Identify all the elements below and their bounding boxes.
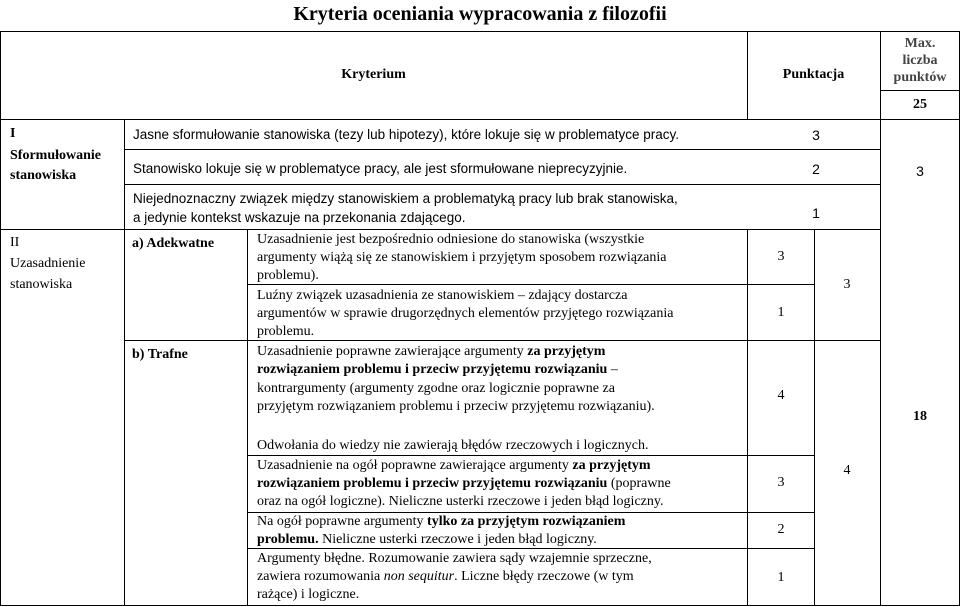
row-divider: [124, 340, 880, 341]
row-divider: [247, 284, 814, 285]
section1-roman: I: [10, 126, 16, 141]
header-kryterium: Kryterium: [341, 67, 406, 82]
row-divider: [247, 548, 814, 549]
page-title: Kryteria oceniania wypracowania z filozofii: [293, 3, 667, 25]
criterion-b-row1-line1: Uzasadnienie poprawne zawierające argumenty za przyjętym: [257, 344, 606, 359]
header-max-line2: liczba: [902, 53, 938, 68]
column-divider-section: [124, 119, 125, 606]
criterion-a-max: 3: [843, 277, 851, 292]
criterion-a-label: a) Adekwatne: [132, 236, 215, 251]
criterion-b-row4-line1: Argumenty błędne. Rozumowanie zawiera sądy wzajemnie sprzeczne,: [257, 551, 652, 566]
section1-name-line1: Sformułowanie: [10, 148, 101, 163]
table-border-top: [0, 31, 960, 32]
section1-row2-text: Stanowisko lokuje się w problematyce pracy, ale jest sformułowane nieprecyzyjnie.: [133, 161, 628, 176]
table-border-left: [0, 31, 1, 606]
row-divider: [124, 229, 880, 230]
section1-max: 3: [916, 163, 924, 179]
criterion-b-row2-line1: Uzasadnienie na ogół poprawne zawierające argumenty za przyjętym: [257, 458, 651, 473]
criterion-b-row3-line1: Na ogół poprawne argumenty tylko za przyjętym rozwiązaniem: [257, 514, 626, 529]
criterion-a-row2-points: 1: [777, 305, 785, 320]
header-max-total: 25: [913, 97, 927, 112]
criterion-a-row2-line2: argumentów w sprawie drugorzędnych elementów przyjętego rozwiązania: [257, 306, 674, 321]
table-border-bottom: [0, 605, 960, 606]
section1-row3-text-line2: a jedynie kontekst wskazuje na przekonania zdającego.: [133, 210, 466, 225]
header-punktacja: Punktacja: [782, 67, 845, 82]
criterion-b-row4-points: 1: [777, 570, 785, 585]
criterion-a-row1-line3: problemu).: [257, 268, 319, 283]
section1-row3-text-line1: Niejednoznaczny związek między stanowiskiem a problematyką pracy lub brak stanowiska,: [133, 191, 678, 206]
header-max-line3: punktów: [893, 70, 947, 85]
row-divider: [247, 455, 814, 456]
criterion-b-row3-line2: problemu. Nieliczne usterki rzeczowe i jeden błąd logiczny.: [257, 532, 597, 547]
row-divider: [124, 149, 880, 150]
criterion-a-row1-points: 3: [777, 249, 785, 264]
header-bottom-line: [0, 119, 960, 120]
criterion-b-row2-line2: rozwiązaniem problemu i przeciw przyjętemu rozwiązaniu (poprawne: [257, 476, 671, 491]
column-divider-submax: [814, 229, 815, 606]
header-max-total-divider: [880, 90, 960, 91]
criterion-b-row3-points: 2: [777, 522, 785, 537]
criterion-b-row1-points: 4: [777, 388, 785, 403]
criterion-a-row2-line1: Luźny związek uzasadnienia ze stanowiskiem – zdający dostarcza: [257, 288, 628, 303]
criterion-b-row4-line3: rażące) i logiczne.: [257, 587, 360, 602]
criterion-b-max: 4: [843, 463, 851, 478]
section1-row2-points: 2: [812, 161, 820, 177]
criterion-a-row2-line3: problemu.: [257, 324, 315, 339]
section2-name-line2: stanowiska: [10, 277, 73, 292]
row-divider: [124, 184, 880, 185]
section1-name-line2: stanowiska: [10, 168, 77, 183]
criterion-b-row1-line2: rozwiązaniem problemu i przeciw przyjętemu rozwiązaniu –: [257, 362, 618, 377]
section1-row1-text: Jasne sformułowanie stanowiska (tezy lub hipotezy), które lokuje się w problematyce pracy.: [133, 127, 679, 142]
column-divider-subcriterion: [247, 229, 248, 606]
criterion-b-row1-line4: przyjętym rozwiązaniem problemu i przeciw przyjętemu rozwiązaniu).: [257, 399, 655, 414]
criterion-b-label: b) Trafne: [132, 347, 188, 362]
section2-name-line1: Uzasadnienie: [10, 256, 86, 271]
criterion-a-row1-line2: argumenty wiążą się ze stanowiskiem i przyjętym sposobem rozwiązania: [257, 250, 667, 265]
column-divider-points: [747, 229, 748, 606]
criterion-b-row2-points: 3: [777, 475, 785, 490]
column-divider-max: [880, 31, 881, 606]
criterion-b-row4-line2: zawiera rozumowania non sequitur. Liczne błędy rzeczowe (w tym: [257, 569, 634, 584]
section1-row1-points: 3: [812, 127, 820, 143]
section2-roman: II: [10, 235, 20, 250]
section2-max: 18: [913, 409, 927, 424]
section1-row3-points: 1: [812, 205, 820, 221]
criterion-b-row1-line5: Odwołania do wiedzy nie zawierają błędów rzeczowych i logicznych.: [257, 438, 649, 453]
criterion-a-row1-line1: Uzasadnienie jest bezpośrednio odniesione do stanowiska (wszystkie: [257, 232, 645, 247]
criterion-b-row1-line3: kontrargumenty (argumenty zgodne oraz logicznie poprawne za: [257, 381, 615, 396]
criterion-b-row2-line3: oraz na ogół logiczne). Nieliczne usterki rzeczowe i jeden błąd logiczny.: [257, 494, 664, 509]
header-max-line1: Max.: [904, 36, 936, 51]
section-divider: [0, 229, 125, 230]
